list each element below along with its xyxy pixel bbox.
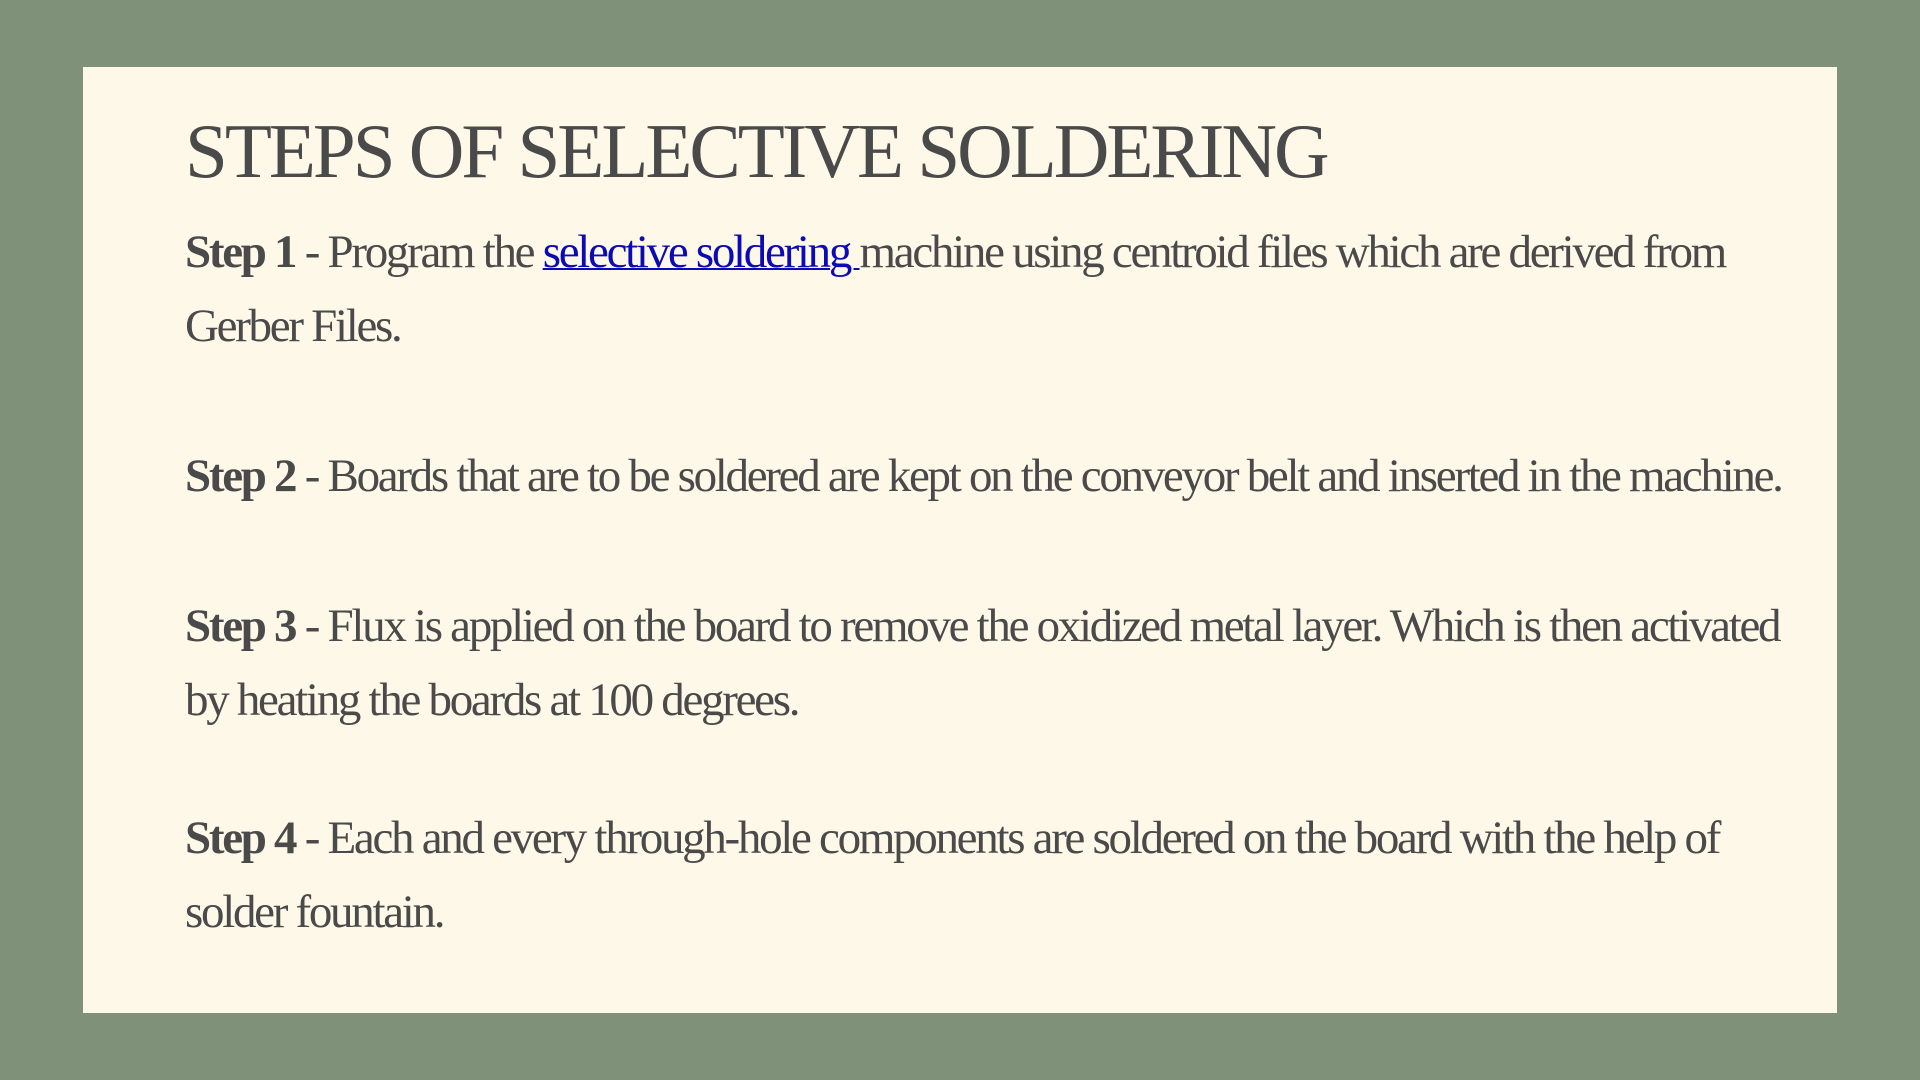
step-4: [185, 801, 1825, 949]
step-2: [185, 439, 1825, 513]
steps-list: [185, 215, 1825, 1013]
step-4-separator: -: [295, 812, 328, 864]
step-1-text-before: Program the: [327, 226, 543, 278]
slide: [83, 67, 1837, 1013]
step-1-separator: -: [295, 226, 328, 278]
step-1-label: Step 1: [185, 226, 296, 278]
step-1: [185, 215, 1825, 363]
step-3-text: Flux is applied on the board to remove the oxidized metal layer. Which is then activated by heating the boards at 100 degrees.: [185, 600, 1780, 726]
selective-soldering-link[interactable]: selective soldering: [542, 226, 860, 278]
step-3: [185, 589, 1825, 737]
step-1-text-after: machine using centroid files which are derived from Gerber Files.: [185, 226, 1725, 352]
step-3-separator: -: [295, 600, 328, 652]
step-3-label: Step 3: [185, 600, 296, 652]
slide-title: STEPS OF SELECTIVE SOLDERING: [185, 108, 1327, 194]
step-2-separator: -: [295, 450, 328, 502]
step-4-text: Each and every through-hole components are soldered on the board with the help of solder fountain.: [185, 812, 1720, 938]
step-2-text: Boards that are to be soldered are kept on the conveyor belt and inserted in the machine.: [327, 450, 1782, 502]
step-4-label: Step 4: [185, 812, 296, 864]
step-2-label: Step 2: [185, 450, 296, 502]
